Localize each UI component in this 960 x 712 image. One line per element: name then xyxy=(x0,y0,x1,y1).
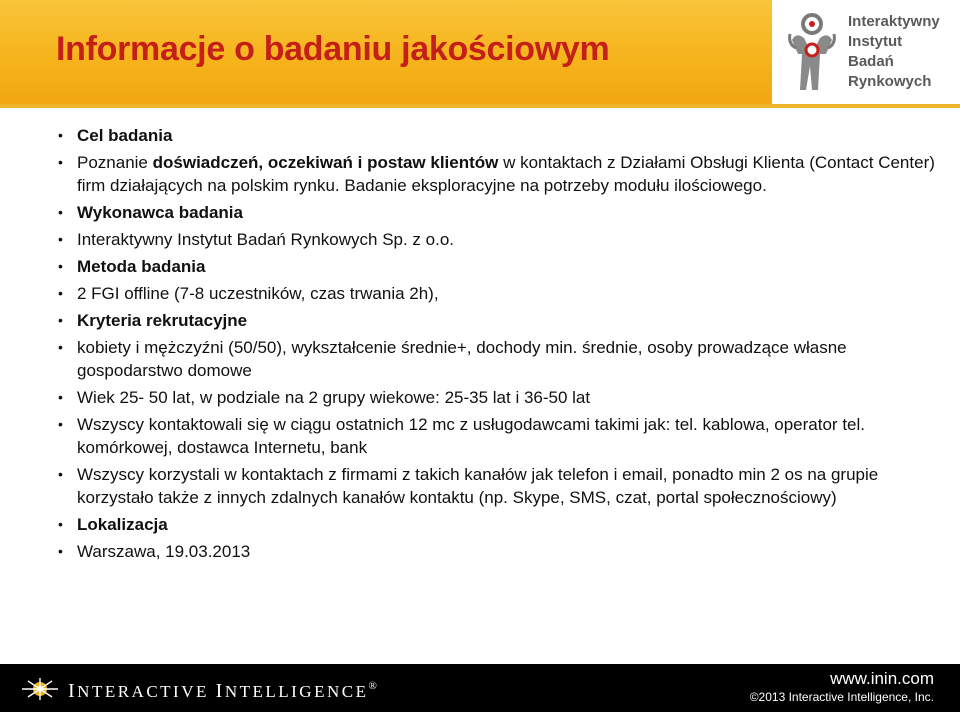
iibr-figure-logo-icon xyxy=(786,10,842,94)
kryteria-text: kobiety i mężczyźni (50/50), wykształcenie średnie+, dochody min. średnie, osoby prowadzące własne gospodarstwo domowe xyxy=(77,338,847,380)
bullet-dot-icon: • xyxy=(58,543,63,559)
bullet-dot-icon: • xyxy=(58,516,63,532)
bullet-dot-icon: • xyxy=(58,416,63,432)
interactive-intelligence-star-icon xyxy=(22,678,58,700)
logo-line: Badań xyxy=(848,53,894,70)
lokalizacja-text: Warszawa, 19.03.2013 xyxy=(77,542,251,561)
brand-initial: I xyxy=(68,680,78,702)
brand-word: NTERACTIVE xyxy=(77,682,209,701)
list-item xyxy=(56,228,936,251)
list-item xyxy=(56,513,936,536)
section-label-wykonawca: Wykonawca badania xyxy=(77,203,243,222)
bullet-dot-icon: • xyxy=(58,231,63,247)
cel-text-part: Poznanie xyxy=(77,153,153,172)
logo-line: Interaktywny xyxy=(848,13,940,30)
bullet-dot-icon: • xyxy=(58,285,63,301)
logo-line: Rynkowych xyxy=(848,73,932,90)
section-label-lokalizacja: Lokalizacja xyxy=(77,515,168,534)
list-item xyxy=(56,463,936,509)
section-label-kryteria: Kryteria rekrutacyjne xyxy=(77,311,248,330)
list-item xyxy=(56,336,936,382)
section-label-cel: Cel badania xyxy=(77,126,173,145)
wykonawca-text: Interaktywny Instytut Badań Rynkowych Sp. z o.o. xyxy=(77,230,455,249)
metoda-text: 2 FGI offline (7-8 uczestników, czas trwania 2h), xyxy=(77,284,439,303)
list-item xyxy=(56,201,936,224)
footer-brand xyxy=(68,680,379,703)
section-label-metoda: Metoda badania xyxy=(77,257,206,276)
cel-text-part: w kontaktach z Działami Obsługi Klienta (Contact Center) firm działających na polskim rynku. Badanie eksploracyjne na potrzeby modułu ilościowego. xyxy=(77,153,935,195)
brand-initial: I xyxy=(215,680,225,702)
kryteria-text: Wszyscy korzystali w kontaktach z firmami z takich kanałów jak telefon i email, ponadto min 2 os na grupie korzystało także z innych zdalnych kanałów kontaktu (np. Skype, SMS, czat, portal społecznościowy) xyxy=(77,465,879,507)
footer-url: www.inin.com xyxy=(830,669,934,688)
bullet-dot-icon: • xyxy=(58,154,63,170)
list-item xyxy=(56,386,936,409)
bullet-dot-icon: • xyxy=(58,204,63,220)
list-item xyxy=(56,124,936,147)
list-item xyxy=(56,282,936,305)
header-divider xyxy=(0,104,960,108)
bullet-dot-icon: • xyxy=(58,339,63,355)
cel-text-bold: doświadczeń, oczekiwań i postaw klientów xyxy=(152,153,499,172)
bullet-dot-icon: • xyxy=(58,127,63,143)
bullet-dot-icon: • xyxy=(58,312,63,328)
brand-word: NTELLIGENCE xyxy=(224,682,369,701)
trademark: ® xyxy=(368,680,380,692)
cel-text xyxy=(77,153,935,195)
list-item xyxy=(56,309,936,332)
bullet-dot-icon: • xyxy=(58,466,63,482)
iibr-logo xyxy=(772,0,960,104)
iibr-logo-text xyxy=(848,12,940,92)
kryteria-text: Wiek 25- 50 lat, w podziale na 2 grupy wiekowe: 25-35 lat i 36-50 lat xyxy=(77,388,591,407)
bullet-dot-icon: • xyxy=(58,389,63,405)
footer-copyright: ©2013 Interactive Intelligence, Inc. xyxy=(749,690,934,704)
list-item xyxy=(56,151,936,197)
slide-title: Informacje o badaniu jakościowym xyxy=(56,30,610,68)
bullet-dot-icon: • xyxy=(58,258,63,274)
list-item xyxy=(56,255,936,278)
kryteria-text: Wszyscy kontaktowali się w ciągu ostatnich 12 mc z usługodawcami takimi jak: tel. kablowa, operator tel. komórkowej, dostawca Internetu, bank xyxy=(77,415,865,457)
list-item xyxy=(56,540,936,563)
bullet-list xyxy=(56,124,936,567)
footer-bar xyxy=(0,664,960,712)
logo-line: Instytut xyxy=(848,33,903,50)
list-item xyxy=(56,413,936,459)
